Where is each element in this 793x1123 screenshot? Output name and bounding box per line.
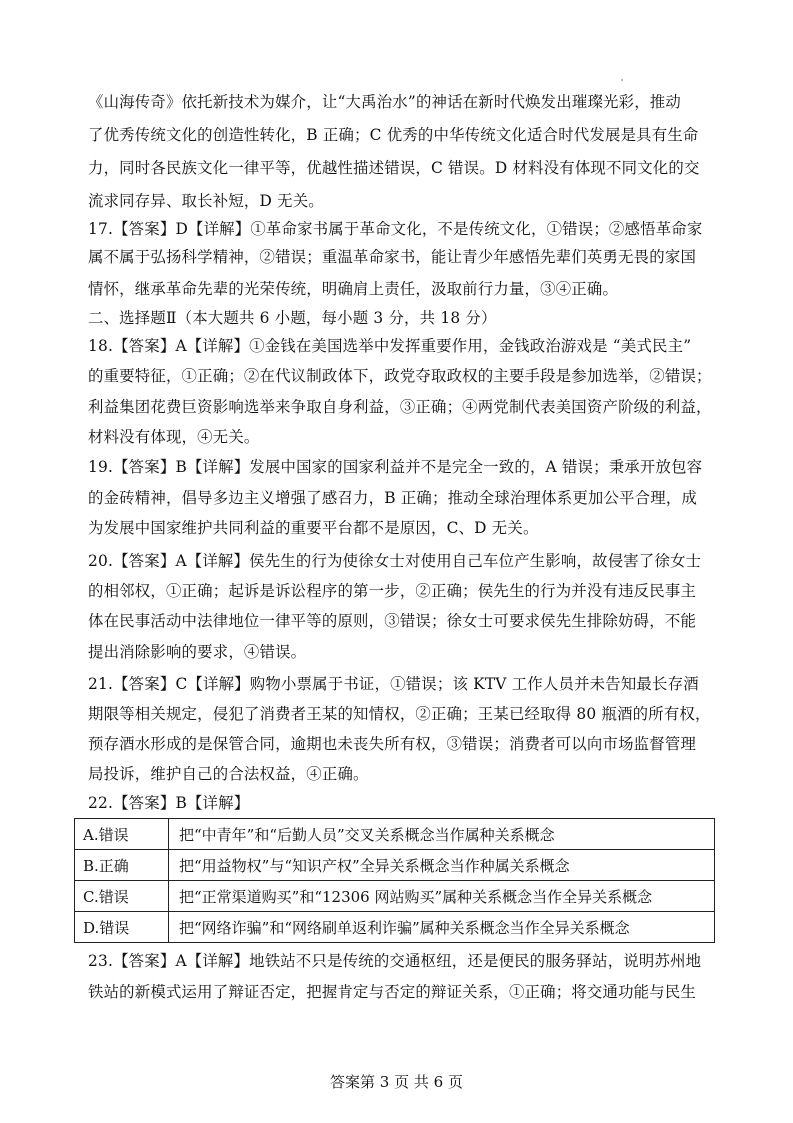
table-cell-reason: 把“用益物权”与“知识产权”全异关系概念当作种属关系概念 — [169, 850, 715, 881]
table-cell-verdict: D.错误 — [75, 912, 169, 943]
text-line: 19.【答案】B【详解】发展中国家的国家利益并不是完全一致的，A 错误；秉承开放包容 — [88, 458, 703, 476]
text-line: 情怀，继承革命先辈的光荣传统，明确肩上责任，汲取前行力量，③④正确。 — [88, 280, 619, 298]
text-line: 力，同时各民族文化一律平等，优越性描述错误，C 错误。D 材料没有体现不同文化的交 — [88, 159, 700, 177]
table-row — [75, 912, 715, 943]
text-line: 利益集团花费巨资影响选举来争取自身利益，③正确；④两党制代表美国资产阶级的利益， — [88, 398, 712, 416]
section-heading: 二、选择题Ⅱ（本大题共 6 小题，每小题 3 分，共 18 分） — [88, 309, 497, 327]
text-line: 流求同存异、取长补短，D 无关。 — [88, 192, 324, 210]
text-line: 的金砖精神，倡导多边主义增强了感召力，B 正确；推动全球治理体系更加公平合理，成 — [88, 489, 698, 507]
text-line: 17.【答案】D【详解】①革命家书属于革命文化，不是传统文化，①错误；②感悟革命家 — [88, 220, 703, 238]
scan-mark — [621, 79, 623, 81]
table-cell-reason: 把“中青年”和“后勤人员”交叉关系概念当作属种关系概念 — [169, 819, 715, 850]
text-line: 提出消除影响的要求，④错误。 — [88, 643, 307, 661]
table-cell-verdict: B.正确 — [75, 850, 169, 881]
answer-table — [74, 818, 715, 943]
text-line: 22.【答案】B【详解】 — [88, 794, 250, 812]
text-line: 为发展中国家维护共同利益的重要平台都不是原因，C、D 无关。 — [88, 519, 539, 537]
table-row — [75, 881, 715, 912]
text-line: 预存酒水形成的是保管合同，逾期也未丧失所有权，③错误；消费者可以向市场监督管理 — [88, 735, 697, 753]
table-cell-verdict: A.错误 — [75, 819, 169, 850]
page-footer: 答案第 3 页 共 6 页 — [330, 1073, 463, 1091]
text-line: 18.【答案】A【详解】①金钱在美国选举中发挥重要作用，金钱政治游戏是 “美式民主” — [88, 337, 692, 355]
table-row — [75, 850, 715, 881]
text-line: 了优秀传统文化的创造性转化，B 正确；C 优秀的中华传统文化适合时代发展是具有生命 — [88, 126, 699, 144]
text-line: 的重要特征，①正确；②在代议制政体下，政党夺取政权的主要手段是参加选举，②错误； — [88, 367, 712, 385]
text-line: 的相邻权，①正确；起诉是诉讼程序的第一步，②正确；侯先生的行为并没有违反民事主 — [88, 582, 697, 600]
text-line: 21.【答案】C【详解】购物小票属于书证，①错误；该 KTV 工作人员并未告知最长存酒 — [88, 675, 699, 693]
text-line: 材料没有体现，④无关。 — [88, 428, 260, 446]
text-line: 期限等相关规定，侵犯了消费者王某的知情权，②正确；王某已经取得 80 瓶酒的所有权， — [88, 705, 711, 723]
text-line: 23.【答案】A【详解】地铁站不只是传统的交通枢纽，还是便民的服务驿站，说明苏州地 — [88, 952, 702, 970]
text-line: 铁站的新模式运用了辩证否定，把握肯定与否定的辩证关系，①正确；将交通功能与民生 — [88, 983, 697, 1001]
text-line: 20.【答案】A【详解】侯先生的行为使徐女士对使用自己车位产生影响，故侵害了徐女士 — [88, 552, 702, 570]
table-cell-reason: 把“网络诈骗”和“网络刷单返利诈骗”属种关系概念当作全异关系概念 — [169, 912, 715, 943]
text-line: 局投诉，维护自己的合法权益，④正确。 — [88, 765, 369, 783]
table-cell-reason: 把“正常渠道购买”和“12306 网站购买”属种关系概念当作全异关系概念 — [169, 881, 715, 912]
text-line: 《山海传奇》依托新技术为媒介，让“大禹治水”的神话在新时代焕发出璀璨光彩，推动 — [88, 93, 681, 111]
text-line: 体在民事活动中法律地位一律平等的原则，③错误；徐女士可要求侯先生排除妨碍，不能 — [88, 612, 697, 630]
table-cell-verdict: C.错误 — [75, 881, 169, 912]
text-line: 属不属于弘扬科学精神，②错误；重温革命家书，能让青少年感悟先辈们英勇无畏的家国 — [88, 248, 697, 266]
table-row — [75, 819, 715, 850]
